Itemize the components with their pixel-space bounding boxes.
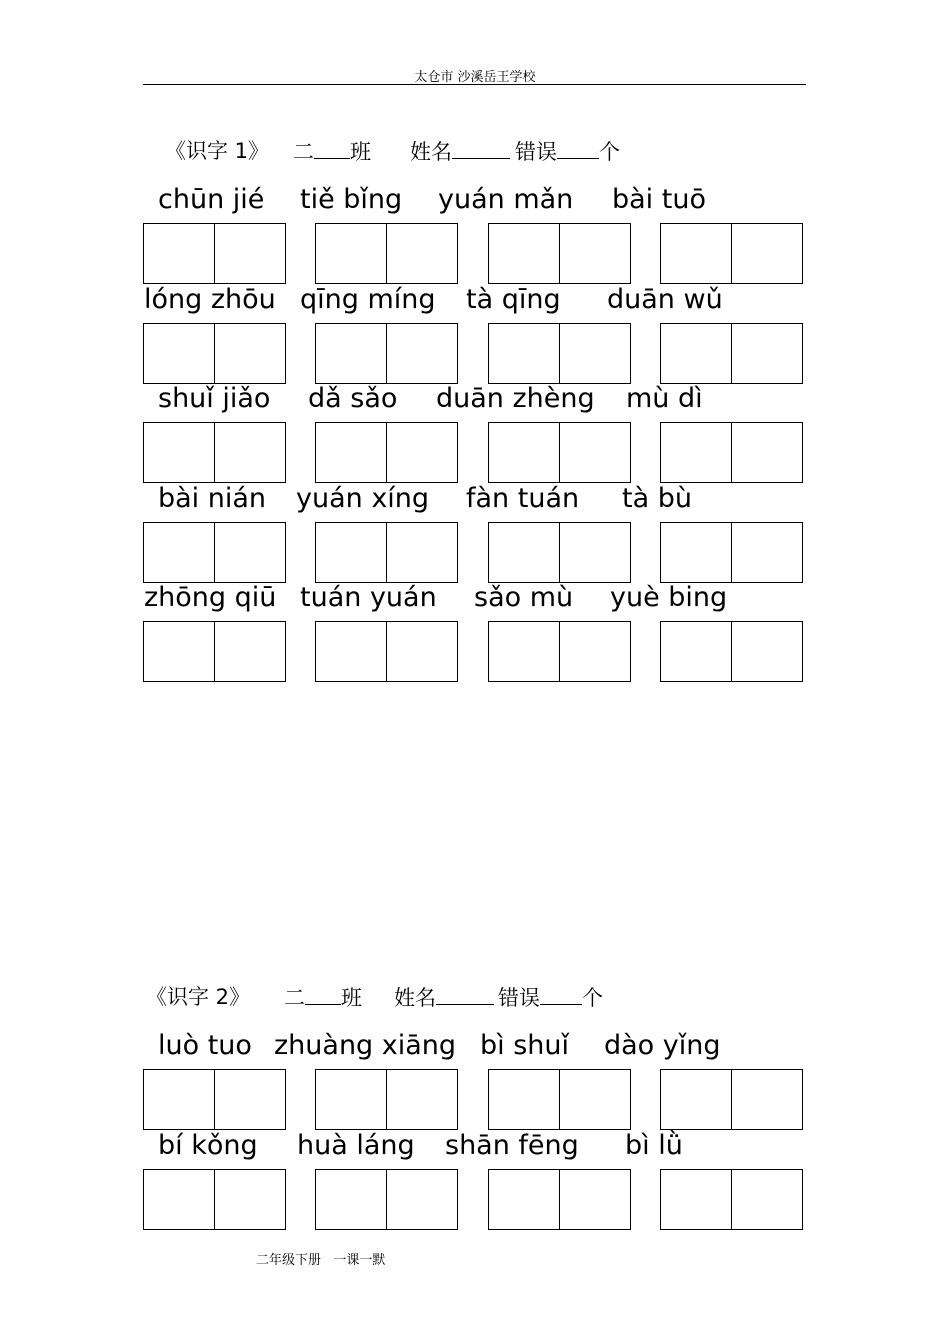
answer-box-pair	[143, 522, 286, 583]
answer-box-pair	[488, 323, 631, 384]
school-header: 太仓市 沙溪岳王学校	[414, 70, 536, 85]
answer-box-pair	[488, 621, 631, 682]
answer-box-pair	[660, 1069, 803, 1130]
pinyin-word: yuè bing	[610, 582, 728, 613]
pinyin-word: duān zhèng	[436, 383, 595, 414]
answer-box-pair	[315, 323, 458, 384]
character-box[interactable]	[489, 224, 559, 283]
character-box[interactable]	[489, 622, 559, 681]
class-suffix: 班	[341, 986, 362, 1010]
character-box[interactable]	[144, 1170, 214, 1229]
answer-box-pair	[315, 422, 458, 483]
lesson-name: 《识字 1》	[165, 139, 270, 163]
pinyin-word: shuǐ jiǎo	[158, 383, 271, 414]
character-box[interactable]	[386, 622, 457, 681]
character-box[interactable]	[731, 224, 802, 283]
character-box[interactable]	[316, 224, 386, 283]
character-box[interactable]	[559, 622, 630, 681]
answer-box-pair	[488, 1069, 631, 1130]
answer-box-pair	[660, 621, 803, 682]
class-field	[284, 982, 362, 1013]
answer-box-row	[0, 223, 950, 286]
pinyin-row	[0, 1029, 950, 1063]
class-field	[293, 136, 371, 167]
pinyin-word: dào yǐng	[604, 1030, 721, 1061]
error-blank[interactable]	[540, 982, 582, 1005]
pinyin-word: chūn jié	[158, 184, 265, 215]
character-box[interactable]	[386, 1170, 457, 1229]
pinyin-word: dǎ sǎo	[308, 383, 398, 414]
pinyin-row	[0, 482, 950, 516]
character-box[interactable]	[661, 423, 731, 482]
class-blank[interactable]	[305, 982, 341, 1005]
answer-box-pair	[488, 223, 631, 284]
character-box[interactable]	[386, 1070, 457, 1129]
pinyin-word: bì lǜ	[625, 1129, 683, 1161]
answer-box-pair	[660, 522, 803, 583]
answer-box-pair	[660, 1169, 803, 1230]
character-box[interactable]	[316, 622, 386, 681]
character-box[interactable]	[559, 224, 630, 283]
pinyin-word: yuán xíng	[296, 482, 430, 514]
answer-box-pair	[143, 1069, 286, 1130]
lesson-name: 《识字 2》	[146, 985, 251, 1009]
character-box[interactable]	[731, 523, 802, 582]
answer-box-pair	[315, 223, 458, 284]
character-box[interactable]	[386, 324, 457, 383]
character-box[interactable]	[661, 523, 731, 582]
answer-box-pair	[143, 323, 286, 384]
pinyin-row	[0, 382, 950, 416]
answer-box-pair	[143, 621, 286, 682]
name-label: 姓名	[410, 140, 452, 164]
character-box[interactable]	[489, 324, 559, 383]
class-suffix: 班	[350, 140, 371, 164]
error-label: 错误	[515, 140, 557, 164]
character-box[interactable]	[214, 423, 285, 482]
pinyin-word: bí kǒng	[158, 1129, 258, 1161]
error-field	[498, 982, 603, 1013]
answer-box-row	[0, 422, 950, 485]
pinyin-word: bì shuǐ	[480, 1030, 570, 1061]
pinyin-word: tà qīng	[466, 283, 561, 315]
answer-box-pair	[143, 1169, 286, 1230]
character-box[interactable]	[559, 1170, 630, 1229]
character-box[interactable]	[489, 1170, 559, 1229]
character-box[interactable]	[731, 622, 802, 681]
pinyin-word: tà bù	[622, 482, 692, 514]
character-box[interactable]	[386, 523, 457, 582]
character-box[interactable]	[559, 523, 630, 582]
character-box[interactable]	[731, 1170, 802, 1229]
character-box[interactable]	[661, 324, 731, 383]
character-box[interactable]	[731, 1070, 802, 1129]
character-box[interactable]	[144, 224, 214, 283]
page-footer: 二年级下册 一课一默	[256, 1253, 386, 1268]
character-box[interactable]	[214, 523, 285, 582]
name-blank[interactable]	[452, 136, 510, 159]
answer-box-row	[0, 1069, 950, 1132]
error-suffix: 个	[599, 140, 620, 164]
character-box[interactable]	[144, 324, 214, 383]
class-label: 二	[293, 140, 314, 164]
name-field	[410, 136, 510, 167]
character-box[interactable]	[316, 1170, 386, 1229]
character-box[interactable]	[386, 423, 457, 482]
character-box[interactable]	[661, 224, 731, 283]
character-box[interactable]	[661, 1170, 731, 1229]
character-box[interactable]	[316, 523, 386, 582]
answer-box-row	[0, 522, 950, 585]
pinyin-word: mù dì	[626, 383, 703, 414]
pinyin-word: tuán yuán	[300, 582, 437, 613]
answer-box-pair	[315, 522, 458, 583]
pinyin-word: bài tuō	[612, 184, 706, 215]
error-label: 错误	[498, 986, 540, 1010]
character-box[interactable]	[214, 622, 285, 681]
pinyin-row	[0, 581, 950, 615]
answer-box-pair	[315, 621, 458, 682]
answer-box-pair	[660, 422, 803, 483]
pinyin-word: duān wǔ	[607, 283, 723, 315]
answer-box-pair	[143, 422, 286, 483]
character-box[interactable]	[661, 622, 731, 681]
pinyin-row	[0, 183, 950, 217]
character-box[interactable]	[559, 423, 630, 482]
pinyin-word: qīng míng	[300, 283, 436, 315]
character-box[interactable]	[316, 1070, 386, 1129]
error-suffix: 个	[582, 986, 603, 1010]
error-field	[515, 136, 620, 167]
answer-box-pair	[488, 522, 631, 583]
answer-box-pair	[488, 1169, 631, 1230]
answer-box-pair	[488, 422, 631, 483]
character-box[interactable]	[661, 1070, 731, 1129]
pinyin-word: fàn tuán	[466, 482, 580, 514]
character-box[interactable]	[214, 324, 285, 383]
pinyin-word: luò tuo	[158, 1030, 252, 1061]
answer-box-row	[0, 621, 950, 684]
header-rule	[143, 84, 806, 85]
character-box[interactable]	[214, 224, 285, 283]
character-box[interactable]	[731, 423, 802, 482]
pinyin-word: zhōng qiū	[144, 582, 277, 613]
pinyin-word: tiě bǐng	[300, 184, 403, 215]
character-box[interactable]	[144, 523, 214, 582]
pinyin-row	[0, 283, 950, 317]
name-blank[interactable]	[436, 982, 494, 1005]
character-box[interactable]	[731, 324, 802, 383]
character-box[interactable]	[489, 423, 559, 482]
answer-box-pair	[143, 223, 286, 284]
character-box[interactable]	[559, 1070, 630, 1129]
pinyin-word: shān fēng	[445, 1129, 579, 1161]
character-box[interactable]	[489, 523, 559, 582]
character-box[interactable]	[144, 622, 214, 681]
error-blank[interactable]	[557, 136, 599, 159]
class-blank[interactable]	[314, 136, 350, 159]
character-box[interactable]	[386, 224, 457, 283]
character-box[interactable]	[559, 324, 630, 383]
answer-box-pair	[660, 323, 803, 384]
character-box[interactable]	[144, 1070, 214, 1129]
answer-box-row	[0, 1169, 950, 1232]
character-box[interactable]	[144, 423, 214, 482]
answer-box-row	[0, 323, 950, 386]
character-box[interactable]	[489, 1070, 559, 1129]
pinyin-word: huà láng	[297, 1129, 415, 1161]
name-label: 姓名	[394, 986, 436, 1010]
pinyin-word: zhuàng xiāng	[274, 1030, 457, 1061]
character-box[interactable]	[316, 423, 386, 482]
class-label: 二	[284, 986, 305, 1010]
answer-box-pair	[660, 223, 803, 284]
pinyin-word: lóng zhōu	[144, 283, 276, 315]
answer-box-pair	[315, 1169, 458, 1230]
pinyin-word: sǎo mù	[474, 582, 574, 613]
character-box[interactable]	[214, 1170, 285, 1229]
answer-box-pair	[315, 1069, 458, 1130]
character-box[interactable]	[214, 1070, 285, 1129]
character-box[interactable]	[316, 324, 386, 383]
pinyin-word: bài nián	[158, 482, 267, 514]
name-field	[394, 982, 494, 1013]
pinyin-row	[0, 1129, 950, 1163]
pinyin-word: yuán mǎn	[438, 184, 574, 215]
